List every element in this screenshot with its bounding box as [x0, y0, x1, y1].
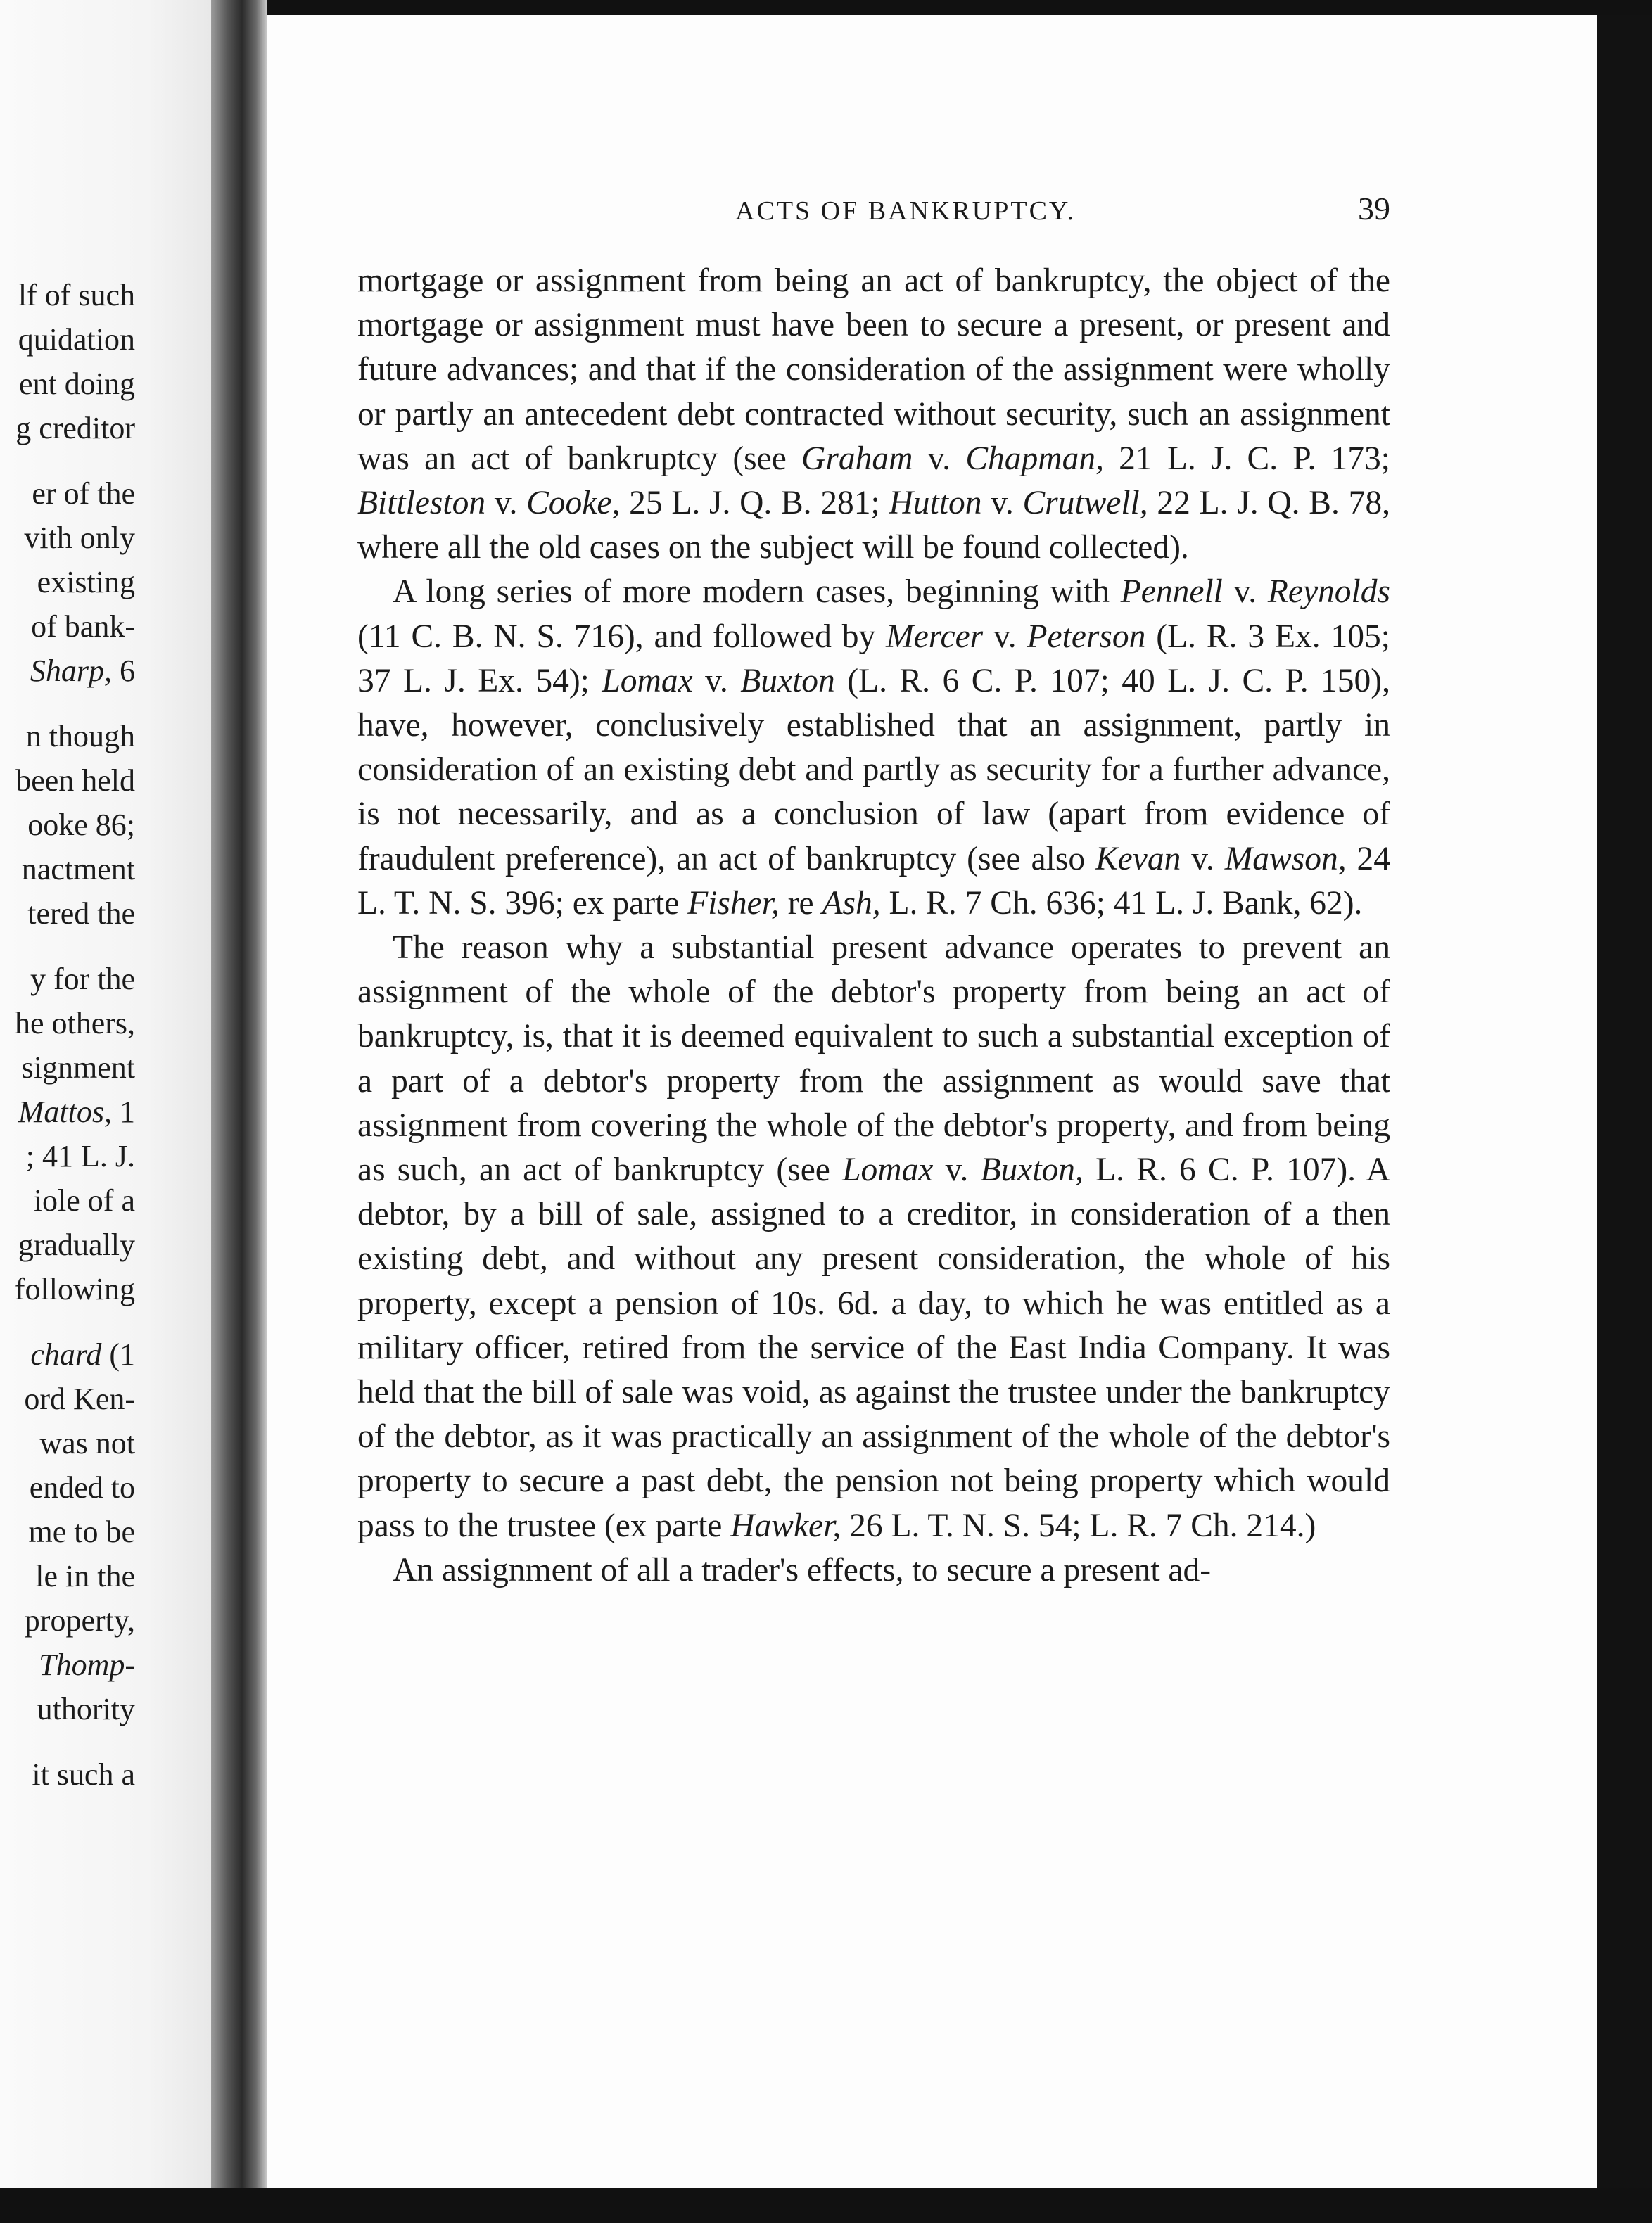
facing-page-line: gradually [18, 1228, 135, 1262]
facing-page-gap [0, 936, 135, 957]
text-run: L. R. 7 Ch. 636; 41 L. J. Bank, 62). [880, 884, 1363, 922]
facing-page-line: me to be [28, 1515, 135, 1549]
text-run: L. R. 6 C. P. 107). A debtor, by a bill of sale, assigned to a creditor, in consideration of a then existing debt, and without any present consideration, the whole of his property, except a pension of 10s. 6d. a day, to which he was entitled as a military officer, retired from the service of the East India Company. It was held that the bill of sale was void, as against the trustee under the bankruptcy of the debtor, as it was practically an assignment of the whole of the debtor's property to secure a past debt, the pension not being property which would pass to the trustee (ex parte [357, 1152, 1390, 1544]
case-name: Hutton [889, 485, 982, 522]
paragraph [357, 926, 1390, 1548]
facing-page-line: Sharp, 6 [30, 654, 135, 688]
facing-page-line: of bank- [31, 609, 135, 644]
case-name: Mercer [886, 618, 984, 655]
text-run: (L. R. 6 C. P. 107; 40 L. J. C. P. 150), have, however, conclusively established that an assignment, partly in consideration of an existing debt and partly as security for a further advance, is not necessarily, and as a conclusion of law (apart from evidence of fraudulent preference), an act of bankruptcy (see also [357, 662, 1391, 877]
facing-page-line: tered the [27, 896, 135, 931]
scan-right-border [1597, 15, 1652, 2188]
facing-page-line: vith only [24, 521, 135, 555]
running-header [421, 189, 1390, 231]
text-run: v. [981, 485, 1023, 522]
facing-page-line: been held [15, 763, 135, 798]
text-run: 25 L. J. Q. B. 281; [620, 485, 889, 522]
case-name: Crutwell, [1022, 485, 1148, 522]
case-name: Buxton, [980, 1152, 1084, 1189]
facing-page-line: le in the [35, 1559, 135, 1593]
paragraph [357, 259, 1390, 570]
case-name: Kevan [1095, 840, 1181, 877]
paragraph [357, 1548, 1390, 1593]
body-text [357, 259, 1390, 1593]
facing-page-gap [0, 1731, 135, 1752]
facing-page-line: ooke 86; [27, 808, 135, 842]
facing-page-line: signment [21, 1050, 135, 1085]
header-title: ACTS OF BANKRUPTCY. [735, 196, 1076, 226]
book-gutter-shadow [211, 0, 267, 2188]
facing-page-fragment [0, 0, 211, 2188]
text-run: mortgage or assignment from being an act of bankruptcy, the object of the mortgage or assignment must have been to secure a present, or present and future advances; and that if the consideration of the assignment were wholly or partly an antecedent debt contracted without security, such an assignment was an act of bankruptcy (see [357, 262, 1390, 477]
text-run: v. [1181, 840, 1225, 877]
case-name: Cooke, [526, 485, 621, 522]
facing-page-line: he others, [14, 1006, 135, 1040]
text-run: re [779, 884, 822, 922]
text-run: v. [485, 485, 527, 522]
page-number: 39 [1358, 191, 1390, 227]
case-name: Lomax [842, 1152, 934, 1189]
facing-page-line: n though [25, 719, 135, 753]
text-run: A long series of more modern cases, beginning with [393, 573, 1121, 611]
facing-page-gap [0, 450, 135, 471]
facing-page-line: quidation [18, 322, 135, 357]
facing-page-line: ; 41 L. J. [25, 1139, 135, 1173]
text-run: 26 L. T. N. S. 54; L. R. 7 Ch. 214.) [841, 1507, 1316, 1544]
paragraph [357, 570, 1390, 926]
facing-page-line: uthority [37, 1692, 135, 1726]
text-run: 24 L. T. N. S. 396; ex parte [357, 840, 1391, 922]
facing-page-line: existing [37, 565, 135, 599]
case-name: Hawker, [730, 1507, 841, 1544]
text-run: (11 C. B. N. S. 716), and followed by [357, 618, 887, 655]
facing-page-line: nactment [21, 852, 135, 886]
facing-page-line: chard (1 [30, 1337, 135, 1372]
case-name: Pennell [1120, 573, 1223, 611]
text-run: An assignment of all a trader's effects, to secure a present ad- [393, 1551, 1212, 1588]
facing-page-line: iole of a [33, 1183, 135, 1218]
text-run: v. [983, 618, 1027, 655]
facing-page-line: property, [24, 1603, 135, 1638]
facing-page-line: following [14, 1272, 135, 1306]
facing-page-line: was not [39, 1426, 135, 1460]
case-name: Reynolds [1267, 573, 1390, 611]
facing-page-line: ended to [29, 1470, 135, 1505]
text-run: (L. R. 3 Ex. 105; 37 L. J. Ex. 54); [357, 618, 1391, 699]
case-name: Peterson [1027, 618, 1146, 655]
case-name: Buxton [740, 662, 835, 699]
facing-page-line: it such a [32, 1757, 135, 1792]
text-run: v. [913, 440, 966, 477]
text-run: 22 L. J. Q. B. 78, where all the old cases on the subject will be found collected). [357, 485, 1390, 566]
case-name: Chapman, [965, 440, 1104, 477]
text-run: v. [933, 1152, 981, 1189]
facing-page-gap [0, 1311, 135, 1332]
text-run: The reason why a substantial present advance operates to prevent an assignment of the whole of the debtor's property from being an act of bankruptcy, is, that it is deemed equivalent to such a substantial exception of a part of a debtor's property from the assignment as would save that assignment from covering the whole of the debtor's property, and from being as such, an act of bankruptcy (see [357, 929, 1390, 1189]
case-name: Mawson, [1224, 840, 1347, 877]
scan-bottom-border [0, 2188, 1652, 2223]
facing-page-line: ord Ken- [24, 1382, 135, 1416]
facing-page-line: Thomp- [39, 1648, 135, 1682]
case-name: Fisher, [687, 884, 780, 922]
facing-page-line: g creditor [15, 411, 135, 445]
case-name: Lomax [602, 662, 693, 699]
case-name: Ash, [822, 884, 881, 922]
facing-page-line: y for the [30, 962, 135, 996]
facing-page-line: er of the [32, 476, 135, 511]
facing-page-gap [0, 693, 135, 714]
facing-page-line: lf of such [18, 278, 135, 312]
case-name: Graham [801, 440, 913, 477]
facing-page-text [0, 273, 135, 1797]
text-run: v. [692, 662, 741, 699]
facing-page-line: Mattos, 1 [18, 1095, 135, 1129]
text-run: v. [1222, 573, 1268, 611]
case-name: Bittleston [357, 485, 486, 522]
text-run: 21 L. J. C. P. 173; [1103, 440, 1390, 477]
facing-page-line: ent doing [19, 367, 135, 401]
